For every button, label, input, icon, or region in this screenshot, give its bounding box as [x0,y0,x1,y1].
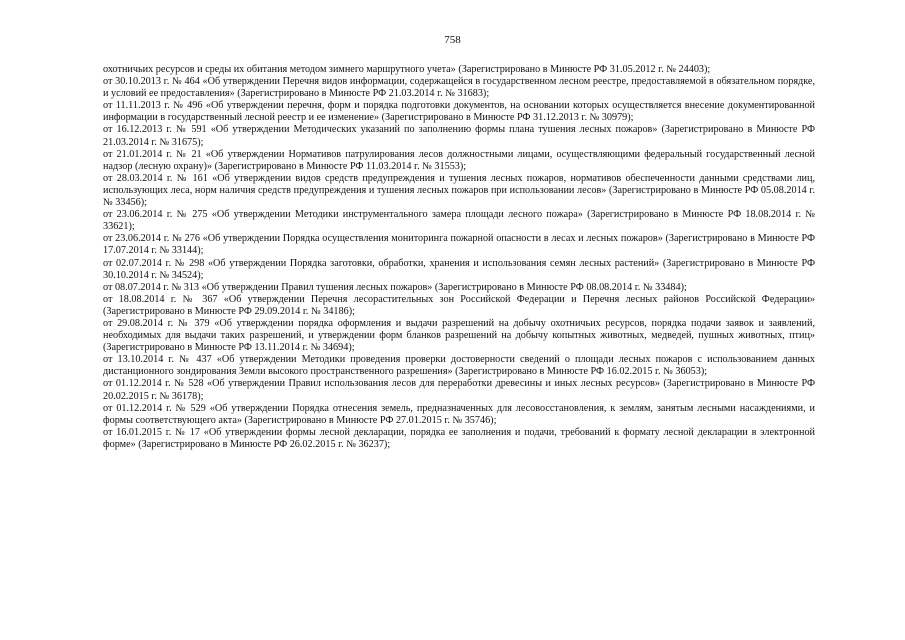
paragraph-order-367: от 18.08.2014 г. № 367 «Об утверждении Перечня лесорастительных зон Российской Федерации и Перечня лесных районов Российской Федерации» (Зарегистрировано в Минюсте РФ 29.09.2014 г. № 34186); [103,293,815,317]
paragraph-order-276: от 23.06.2014 г. № 276 «Об утверждении Порядка осуществления мониторинга пожарной опасности в лесах и лесных пожаров» (Зарегистрировано в Минюсте РФ 17.07.2014 г. № 33144); [103,233,815,257]
paragraph-order-298: от 02.07.2014 г. № 298 «Об утверждении Порядка заготовки, обработки, хранения и использования семян лесных растений» (Зарегистрировано в Минюсте РФ 30.10.2014 г. № 34524); [103,257,815,281]
paragraph-order-161: от 28.03.2014 г. № 161 «Об утверждении видов средств предупреждения и тушения лесных пожаров, нормативов обеспеченности данными средствами лиц, использующих леса, норм наличия средств предупреждения и тушения лесных пожаров при использовании лесов» (Зарегистрировано в Минюсте РФ 05.08.2014 г. № 33456); [103,172,815,209]
paragraph-order-313: от 08.07.2014 г. № 313 «Об утверждении Правил тушения лесных пожаров» (Зарегистрировано в Минюсте РФ 08.08.2014 г. № 33484); [103,281,687,293]
paragraph-continuation: охотничьих ресурсов и среды их обитания методом зимнего маршрутного учета» (Зарегистрировано в Минюсте РФ 31.05.2012 г. № 24403); [103,64,711,75]
page-number: 758 [444,34,461,46]
paragraph-order-591: от 16.12.2013 г. № 591 «Об утверждении Методических указаний по заполнению формы плана тушения лесных пожаров» (Зарегистрировано в Минюсте РФ 21.03.2014 г. № 31675); [103,124,815,148]
paragraph-order-529: от 01.12.2014 г. № 529 «Об утверждении Порядка отнесения земель, предназначенных для лесовосстановления, к землям, занятым лесными насаждениями, и формы соответствующего акта» (Зарегистрировано в Минюсте РФ 27.01.2015 г. № 35746); [103,402,815,426]
paragraph-order-464: от 30.10.2013 г. № 464 «Об утверждении Перечня видов информации, содержащейся в государственном лесном реестре, предоставляемой в обязательном порядке, и условий ее предоставления» (Зарегистрировано в Минюсте РФ 21.03.2014 г. № 31683); [103,76,815,100]
paragraph-order-379: от 29.08.2014 г. № 379 «Об утверждении порядка оформления и выдачи разрешений на добычу охотничьих ресурсов, порядка подачи заявок и заявлений, необходимых для выдачи таких разрешений, и утверждении форм бланков разрешений на добычу копытных животных, медведей, пушных животных, птиц» (Зарегистрировано в Минюсте РФ 13.11.2014 г. № 34694); [103,317,815,354]
paragraph-order-17: от 16.01.2015 г. № 17 «Об утверждении формы лесной декларации, порядка ее заполнения и подачи, требований к формату лесной декларации в электронной форме» (Зарегистрировано в Минюсте РФ 26.02.2015 г. № 36237); [103,426,815,450]
paragraph-order-275: от 23.06.2014 г. № 275 «Об утверждении Методики инструментального замера площади лесного пожара» (Зарегистрировано в Минюсте РФ 18.08.2014 г. № 33621); [103,209,815,233]
paragraph-order-528: от 01.12.2014 г. № 528 «Об утверждении Правил использования лесов для переработки древесины и иных лесных ресурсов» (Зарегистрировано в Минюсте РФ 20.02.2015 г. № 36178); [103,378,815,402]
paragraph-order-21: от 21.01.2014 г. № 21 «Об утверждении Нормативов патрулирования лесов должностными лицами, осуществляющими федеральный государственный лесной надзор (лесную охрану)» (Зарегистрировано в Минюсте РФ 11.03.2014 г. № 31553); [103,148,815,172]
paragraph-order-437: от 13.10.2014 г. № 437 «Об утверждении Методики проведения проверки достоверности сведений о площади лесных пожаров с использованием данных дистанционного зондирования Земли высокого пространственного разрешения» (Зарегистрировано в Минюсте РФ 16.02.2015 г. № 36053); [103,354,815,378]
paragraph-order-496: от 11.11.2013 г. № 496 «Об утверждении перечня, форм и порядка подготовки документов, на основании которых осуществляется внесение документированной информации в государственный лесной реестр и ее изменение» (Зарегистрировано в Минюсте РФ 31.12.2013 г. № 30979); [103,100,815,124]
document-body [103,64,815,451]
